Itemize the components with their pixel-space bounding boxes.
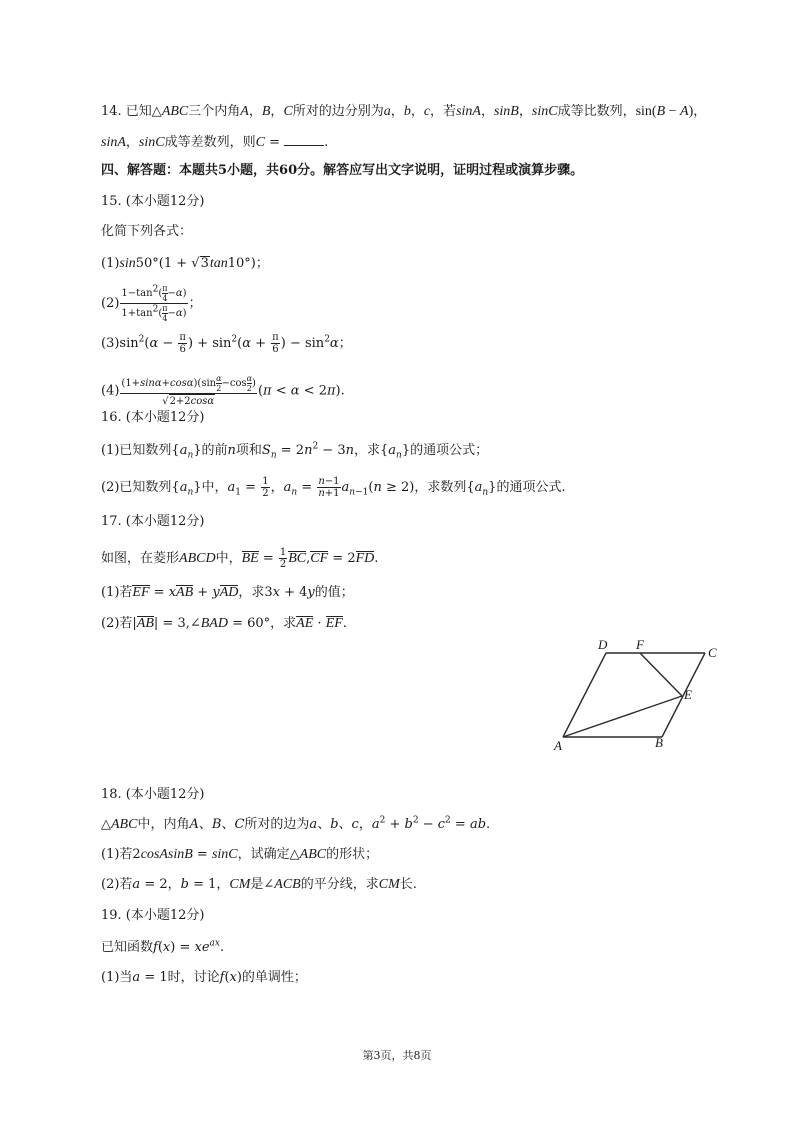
q15-part2: (2) $1-\tan^2$( $\frac{\pi}{4}$ −α) $1+\tan^2$( $\frac{\pi}{4}$ −α) ； <box>101 284 202 323</box>
q18-part1: (1)若2cosAsinB = sinC，试确定△ABC的形状； <box>101 847 379 862</box>
page-footer: 第3页，共8页 <box>362 1049 432 1062</box>
q16-part2: (2)已知数列$\{a_n\}$中，$a_1$ = $\frac{1}{2}$ ，$a_n$ = $\frac{n-1}{n+1}$ $a_{n-1}(n \ge 2)$，求数列$\{a_n\}$的通项公式. <box>101 476 566 499</box>
q15-intro: 化简下列各式： <box>101 224 193 239</box>
answer-blank <box>284 133 324 146</box>
label-a: A <box>554 738 562 753</box>
rhombus-figure <box>548 636 738 754</box>
label-f: F <box>636 637 644 652</box>
q17-header: 17. (本小题12分) <box>101 514 205 529</box>
section-header: 四、解答题：本题共5小题，共60分。解答应写出文字说明，证明过程或演算步骤。 <box>101 163 584 178</box>
q18-intro: △ABC中，内角A、B、C所对的边为a、b、c，$a^2 + b^2 - c^2$ = ab. <box>101 815 491 832</box>
q17-part1: (1)若EF = xAB + yAD，求3x + 4y的值； <box>101 585 354 600</box>
label-d: D <box>598 637 608 652</box>
q15-part1: (1)sin50°(1 + √3tan10°)； <box>101 256 269 271</box>
q17-intro: 如图，在菱形ABCD中，BE = $\frac{1}{2}$ BC,CF = 2FD. <box>101 547 379 570</box>
q19-part1: (1)当a = 1时，讨论f(x)的单调性； <box>101 970 307 985</box>
segment-ef <box>640 653 682 696</box>
label-e: E <box>684 687 692 702</box>
q15-part3: $(3)\sin^2(\alpha$ − $\frac{\pi}{6}$ ) + $\sin^2(\alpha$ + $\frac{\pi}{6}$ ) − $\sin^2\alpha$； <box>101 332 352 355</box>
q16-header: 16. (本小题12分) <box>101 410 205 425</box>
label-b: B <box>655 735 663 750</box>
q19-intro: 已知函数$f(x) = xe^{ax}$. <box>101 938 225 955</box>
q16-part1: (1)已知数列$\{a_n\}$的前n项和$S_n = 2n^2 - 3n$，求$\{a_n\}$的通项公式； <box>101 441 489 461</box>
q19-header: 19. (本小题12分) <box>101 908 205 923</box>
q18-part2: (2)若a = 2，b = 1，CM是∠ACB的平分线，求CM长. <box>101 877 417 892</box>
label-c: C <box>708 645 717 660</box>
q17-part2: (2)若|AB| = 3,∠BAD = 60°，求AE · EF. <box>101 616 347 631</box>
q15-part4: (4) (1+sinα+cosα)(sin $\frac{\alpha}{2}$ −cos $\frac{\alpha}{2}$ ) √2+2cosα (π < α < 2π). <box>101 374 345 407</box>
q14-line1: 14. 已知△ABC三个内角A，B，C所对的边分别为a，b，c，若sinA，sinB，sinC成等比数列，sin(B − A)， <box>101 104 707 119</box>
q15-header: 15. (本小题12分) <box>101 194 205 209</box>
q18-header: 18. (本小题12分) <box>101 787 205 802</box>
q14-line2: sinA，sinC成等差数列，则C = . <box>101 135 329 150</box>
